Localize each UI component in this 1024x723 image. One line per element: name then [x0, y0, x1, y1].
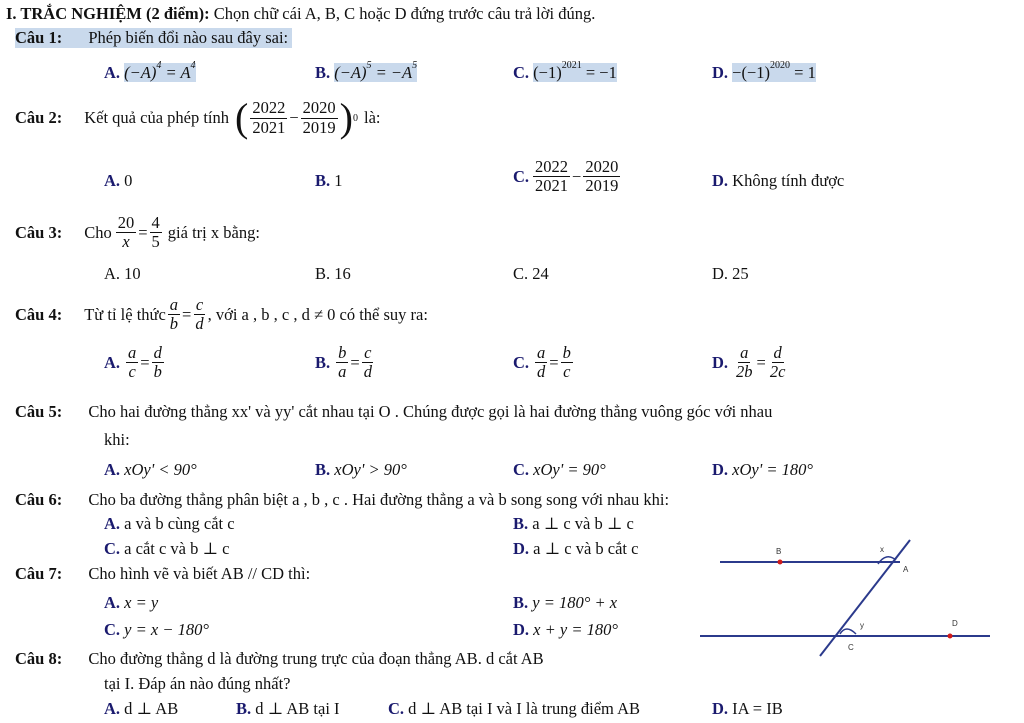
section-instruction: Chọn chữ cái A, B, C hoặc D đứng trước câu trả lời đúng.	[213, 4, 596, 23]
q4-option-b[interactable]: B. $\frac{b}{a}$ = $\frac{c}{d}$	[315, 343, 372, 382]
q5-text: Cho hai đường thẳng xx' và yy' cắt nhau tại O . Chúng được gọi là hai đường thẳng vuông góc với nhau	[88, 402, 773, 421]
section-title: I. TRẮC NGHIỆM (2 điểm):	[6, 4, 210, 23]
q5-option-b[interactable]: B. xOy' > 90°	[315, 460, 407, 479]
label-c: C	[848, 643, 854, 652]
label-x: x	[880, 545, 884, 554]
q6-option-b[interactable]: B. a ⊥ c và b ⊥ c	[513, 514, 634, 533]
q7-number: Câu 7:	[15, 564, 63, 583]
q4-number: Câu 4:	[15, 304, 63, 324]
q3-option-d[interactable]: D. 25	[712, 264, 749, 283]
q7-option-c[interactable]: C. y = x − 180°	[104, 620, 209, 639]
label-y: y	[860, 621, 864, 630]
q1-option-c[interactable]: C. $(-1)^{2021} = -1$	[513, 60, 617, 82]
q8-text: Cho đường thẳng d là đường trung trực của đoạn thẳng AB. d cắt AB	[88, 649, 544, 668]
question-5	[15, 402, 772, 422]
q1-c-expr: $(-1)^{2021} = -1$	[533, 60, 617, 82]
question-6	[15, 490, 669, 510]
q4-option-c[interactable]: C. $\frac{a}{d}$ = $\frac{b}{c}$	[513, 343, 571, 382]
q6-option-a[interactable]: A. a và b cùng cắt c	[104, 514, 235, 533]
q1-number: Câu 1:	[15, 28, 63, 47]
q2-number: Câu 2:	[15, 108, 63, 127]
q4-option-a[interactable]: A. $\frac{a}{c}$ = $\frac{d}{b}$	[104, 343, 162, 382]
q1-d-expr: $-(-1)^{2020} = 1$	[732, 60, 816, 82]
q7-option-a[interactable]: A. x = y	[104, 593, 159, 612]
q1-b-expr: $(-A)^5 = -A^5$	[334, 60, 418, 82]
q2-tail: là:	[363, 108, 381, 127]
question-1	[15, 28, 292, 48]
transversal	[820, 540, 910, 656]
q7-option-d[interactable]: D. x + y = 180°	[513, 620, 618, 639]
question-2	[15, 95, 381, 140]
q5-option-c[interactable]: C. xOy' = 90°	[513, 460, 606, 479]
q2-option-b[interactable]: B. 1	[315, 171, 343, 190]
q8-option-b[interactable]: B. d ⊥ AB tại I	[236, 699, 340, 718]
q2-text: Kết quả của phép tính	[84, 108, 230, 127]
section-header	[6, 4, 595, 24]
q8-option-a[interactable]: A. d ⊥ AB	[104, 699, 179, 718]
q5-option-a[interactable]: A. xOy' < 90°	[104, 460, 197, 479]
q3-option-c[interactable]: C. 24	[513, 264, 549, 283]
q6-text: Cho ba đường thẳng phân biệt a , b , c . Hai đường thẳng a và b song song với nhau khi:	[88, 490, 670, 509]
q5-text-cont: khi:	[104, 430, 130, 449]
q3-number: Câu 3:	[15, 222, 63, 242]
point-d	[948, 634, 953, 639]
q1-a-expr: $(-A)^4 = A^4$	[124, 60, 196, 82]
angle-y-arc	[840, 629, 856, 634]
q6-option-d[interactable]: D. a ⊥ c và b cắt c	[513, 539, 639, 558]
q7-option-b[interactable]: B. y = 180° + x	[513, 593, 618, 612]
q3-option-a[interactable]: A. 10	[104, 264, 141, 283]
q7-figure	[700, 538, 1000, 663]
q5-option-d[interactable]: D. xOy' = 180°	[712, 460, 813, 479]
q3-option-b[interactable]: B. 16	[315, 264, 351, 283]
label-b: B	[776, 547, 782, 556]
question-4: Câu 4: Từ tỉ lệ thức $\frac{a}{b}$ = $\frac{c}{d}$ , với a , b , c , d ≠ 0 có thể suy ra:	[15, 295, 428, 334]
q6-option-c[interactable]: C. a cắt c và b ⊥ c	[104, 539, 230, 558]
q5-number: Câu 5:	[15, 402, 63, 421]
q1-text: Phép biến đổi nào sau đây sai:	[88, 28, 289, 47]
q2-expression: ( $\frac{2022}{2021}$ − $\frac{2020}{2019}$ ) 0	[235, 95, 358, 140]
q7-text: Cho hình vẽ và biết AB // CD thì:	[88, 564, 311, 583]
q2-option-d[interactable]: D. Không tính được	[712, 171, 845, 190]
label-d: D	[952, 619, 958, 628]
q1-option-d[interactable]: D. $-(-1)^{2020} = 1$	[712, 60, 816, 82]
q4-option-d[interactable]: D. $\frac{a}{2b}$ = $\frac{d}{2c}$	[712, 343, 786, 382]
q8-number: Câu 8:	[15, 649, 63, 668]
q1-option-b[interactable]: B. $(-A)^5 = -A^5$	[315, 60, 418, 82]
point-b	[778, 560, 783, 565]
question-3: Câu 3: Cho $\frac{20}{x}$ = $\frac{4}{5}$ giá trị x bằng:	[15, 213, 260, 252]
q8-option-d[interactable]: D. IA = IB	[712, 699, 783, 718]
question-8	[15, 649, 544, 669]
q2-option-a[interactable]: A. 0	[104, 171, 133, 190]
q1-option-a[interactable]: A. $(-A)^4 = A^4$	[104, 60, 196, 82]
q8-option-c[interactable]: C. d ⊥ AB tại I và I là trung điểm AB	[388, 699, 640, 718]
label-a: A	[903, 565, 909, 574]
question-7	[15, 564, 310, 584]
q8-text-cont: tại I. Đáp án nào đúng nhất?	[104, 674, 291, 693]
q2-option-c[interactable]: C. $\frac{2022}{2021}$ − $\frac{2020}{2019}$	[513, 157, 619, 196]
q6-number: Câu 6:	[15, 490, 63, 509]
